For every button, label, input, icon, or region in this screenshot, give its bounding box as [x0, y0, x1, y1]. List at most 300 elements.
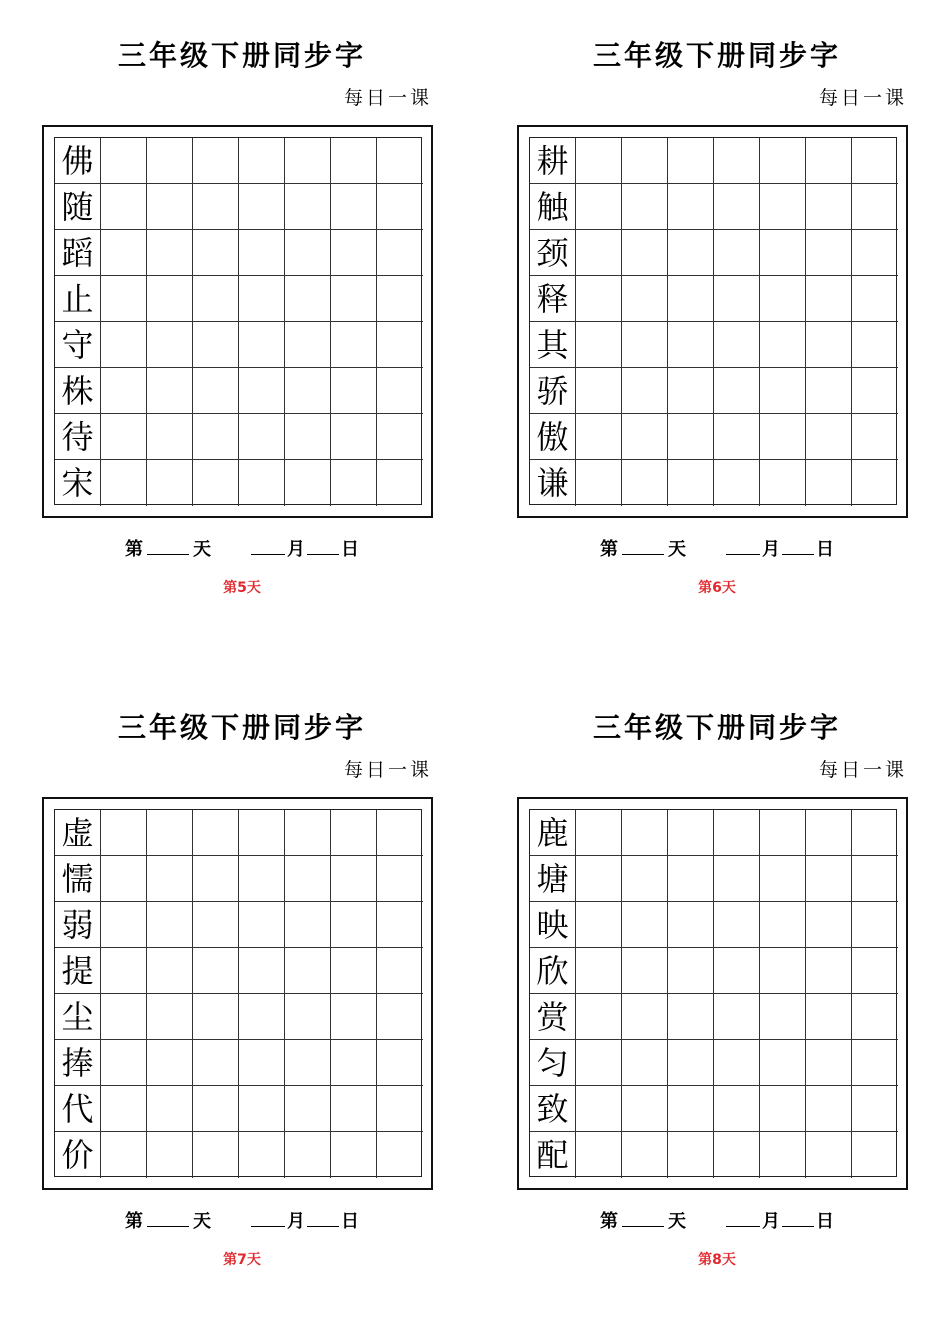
- writing-cell[interactable]: [852, 810, 898, 856]
- month-blank[interactable]: [726, 536, 760, 555]
- writing-cell[interactable]: [377, 230, 423, 276]
- writing-cell[interactable]: [622, 948, 668, 994]
- writing-cell[interactable]: [622, 1040, 668, 1086]
- model-character: 配: [530, 1132, 576, 1178]
- writing-cell[interactable]: [806, 810, 852, 856]
- model-character: 颈: [530, 230, 576, 276]
- writing-cell[interactable]: [147, 1040, 193, 1086]
- writing-cell[interactable]: [806, 948, 852, 994]
- writing-cell[interactable]: [668, 276, 714, 322]
- writing-cell[interactable]: [760, 276, 806, 322]
- writing-cell[interactable]: [331, 368, 377, 414]
- writing-cell[interactable]: [714, 1132, 760, 1178]
- writing-cell[interactable]: [760, 460, 806, 506]
- writing-cell[interactable]: [331, 902, 377, 948]
- writing-cell[interactable]: [331, 414, 377, 460]
- worksheet-day-6: [517, 0, 917, 600]
- writing-cell[interactable]: [285, 1040, 331, 1086]
- writing-cell[interactable]: [331, 230, 377, 276]
- date-unit: 日: [816, 539, 834, 560]
- writing-cell[interactable]: [760, 994, 806, 1040]
- writing-cell[interactable]: [576, 368, 622, 414]
- writing-cell[interactable]: [668, 414, 714, 460]
- writing-cell[interactable]: [285, 184, 331, 230]
- writing-cell[interactable]: [193, 1086, 239, 1132]
- writing-cell[interactable]: [193, 460, 239, 506]
- writing-cell[interactable]: [760, 184, 806, 230]
- writing-cell[interactable]: [285, 810, 331, 856]
- day-label: 第5天: [223, 580, 261, 596]
- writing-cell[interactable]: [239, 322, 285, 368]
- writing-cell[interactable]: [576, 276, 622, 322]
- writing-cell[interactable]: [285, 276, 331, 322]
- writing-cell[interactable]: [622, 322, 668, 368]
- writing-cell[interactable]: [193, 322, 239, 368]
- writing-cell[interactable]: [147, 184, 193, 230]
- writing-cell[interactable]: [668, 902, 714, 948]
- writing-cell[interactable]: [101, 1040, 147, 1086]
- writing-cell[interactable]: [239, 810, 285, 856]
- writing-cell[interactable]: [576, 1086, 622, 1132]
- writing-cell[interactable]: [714, 994, 760, 1040]
- writing-cell[interactable]: [622, 184, 668, 230]
- date-line: [517, 1208, 917, 1235]
- writing-cell[interactable]: [576, 1040, 622, 1086]
- writing-cell[interactable]: [377, 1040, 423, 1086]
- date-blank[interactable]: [782, 536, 814, 555]
- writing-cell[interactable]: [760, 810, 806, 856]
- model-character: 尘: [55, 994, 101, 1040]
- date-prefix: 第: [125, 1211, 143, 1232]
- writing-cell[interactable]: [147, 138, 193, 184]
- date-prefix: 第: [600, 539, 618, 560]
- writing-cell[interactable]: [714, 1040, 760, 1086]
- writing-cell[interactable]: [193, 948, 239, 994]
- writing-cell[interactable]: [147, 276, 193, 322]
- writing-cell[interactable]: [852, 414, 898, 460]
- writing-cell[interactable]: [622, 1132, 668, 1178]
- writing-cell[interactable]: [760, 368, 806, 414]
- writing-cell[interactable]: [101, 276, 147, 322]
- day-label: 第7天: [223, 1252, 261, 1268]
- writing-cell[interactable]: [576, 184, 622, 230]
- writing-cell[interactable]: [101, 368, 147, 414]
- writing-cell[interactable]: [147, 1132, 193, 1178]
- date-unit: 日: [341, 1211, 359, 1232]
- writing-cell[interactable]: [101, 810, 147, 856]
- writing-cell[interactable]: [239, 276, 285, 322]
- practice-frame: [42, 797, 433, 1190]
- writing-cell[interactable]: [852, 994, 898, 1040]
- writing-cell[interactable]: [668, 810, 714, 856]
- model-character: 待: [55, 414, 101, 460]
- writing-cell[interactable]: [806, 276, 852, 322]
- writing-cell[interactable]: [576, 994, 622, 1040]
- writing-cell[interactable]: [852, 276, 898, 322]
- writing-cell[interactable]: [193, 1040, 239, 1086]
- writing-cell[interactable]: [193, 810, 239, 856]
- day-unit: 天: [193, 539, 211, 560]
- writing-cell[interactable]: [760, 902, 806, 948]
- writing-cell[interactable]: [576, 460, 622, 506]
- date-blank[interactable]: [307, 1208, 339, 1227]
- writing-cell[interactable]: [147, 856, 193, 902]
- model-character: 欣: [530, 948, 576, 994]
- worksheet-subtitle: 每日一课: [818, 759, 907, 781]
- writing-cell[interactable]: [806, 1086, 852, 1132]
- writing-cell[interactable]: [622, 230, 668, 276]
- writing-cell[interactable]: [285, 230, 331, 276]
- day-unit: 天: [668, 1211, 686, 1232]
- writing-cell[interactable]: [668, 1086, 714, 1132]
- writing-cell[interactable]: [622, 994, 668, 1040]
- writing-cell[interactable]: [806, 230, 852, 276]
- writing-cell[interactable]: [285, 138, 331, 184]
- writing-cell[interactable]: [101, 322, 147, 368]
- writing-cell[interactable]: [101, 856, 147, 902]
- writing-cell[interactable]: [852, 184, 898, 230]
- writing-cell[interactable]: [806, 1040, 852, 1086]
- writing-cell[interactable]: [714, 1086, 760, 1132]
- writing-cell[interactable]: [806, 856, 852, 902]
- writing-cell[interactable]: [101, 414, 147, 460]
- writing-cell[interactable]: [239, 902, 285, 948]
- writing-cell[interactable]: [147, 414, 193, 460]
- writing-cell[interactable]: [377, 948, 423, 994]
- writing-cell[interactable]: [622, 414, 668, 460]
- writing-cell[interactable]: [760, 138, 806, 184]
- model-character: 谦: [530, 460, 576, 506]
- writing-cell[interactable]: [760, 948, 806, 994]
- model-character: 株: [55, 368, 101, 414]
- date-prefix: 第: [600, 1211, 618, 1232]
- writing-cell[interactable]: [331, 184, 377, 230]
- model-character: 耕: [530, 138, 576, 184]
- date-line: [42, 536, 442, 563]
- writing-cell[interactable]: [576, 856, 622, 902]
- writing-cell[interactable]: [193, 856, 239, 902]
- writing-cell[interactable]: [239, 1132, 285, 1178]
- model-character: 傲: [530, 414, 576, 460]
- writing-cell[interactable]: [239, 1086, 285, 1132]
- writing-cell[interactable]: [331, 856, 377, 902]
- writing-cell[interactable]: [714, 184, 760, 230]
- writing-cell[interactable]: [377, 856, 423, 902]
- writing-cell[interactable]: [806, 460, 852, 506]
- writing-cell[interactable]: [714, 414, 760, 460]
- worksheet-title: 三年级下册同步字: [592, 711, 841, 744]
- worksheet-day-5: [42, 0, 442, 600]
- writing-cell[interactable]: [285, 368, 331, 414]
- writing-cell[interactable]: [193, 902, 239, 948]
- writing-cell[interactable]: [806, 368, 852, 414]
- day-number-blank[interactable]: [622, 1208, 664, 1227]
- model-character: 骄: [530, 368, 576, 414]
- writing-cell[interactable]: [806, 994, 852, 1040]
- writing-cell[interactable]: [147, 994, 193, 1040]
- writing-cell[interactable]: [806, 414, 852, 460]
- writing-cell[interactable]: [101, 138, 147, 184]
- writing-cell[interactable]: [714, 460, 760, 506]
- model-character: 止: [55, 276, 101, 322]
- model-character: 宋: [55, 460, 101, 506]
- writing-cell[interactable]: [668, 460, 714, 506]
- writing-cell[interactable]: [668, 1132, 714, 1178]
- model-character: 赏: [530, 994, 576, 1040]
- writing-cell[interactable]: [285, 994, 331, 1040]
- writing-cell[interactable]: [285, 902, 331, 948]
- writing-cell[interactable]: [852, 948, 898, 994]
- worksheet-title: 三年级下册同步字: [592, 39, 841, 72]
- writing-cell[interactable]: [852, 138, 898, 184]
- writing-cell[interactable]: [285, 460, 331, 506]
- writing-cell[interactable]: [760, 856, 806, 902]
- writing-cell[interactable]: [760, 230, 806, 276]
- writing-cell[interactable]: [852, 1040, 898, 1086]
- writing-cell[interactable]: [331, 1040, 377, 1086]
- worksheet-subtitle: 每日一课: [818, 87, 907, 109]
- writing-cell[interactable]: [331, 138, 377, 184]
- writing-cell[interactable]: [239, 1040, 285, 1086]
- model-character: 价: [55, 1132, 101, 1178]
- month-unit: 月: [287, 1211, 305, 1232]
- writing-cell[interactable]: [852, 230, 898, 276]
- writing-cell[interactable]: [193, 1132, 239, 1178]
- writing-cell[interactable]: [101, 994, 147, 1040]
- writing-cell[interactable]: [331, 322, 377, 368]
- writing-cell[interactable]: [331, 1086, 377, 1132]
- writing-cell[interactable]: [852, 1086, 898, 1132]
- writing-cell[interactable]: [193, 230, 239, 276]
- writing-cell[interactable]: [760, 322, 806, 368]
- writing-cell[interactable]: [576, 1132, 622, 1178]
- day-label: 第6天: [698, 580, 736, 596]
- writing-cell[interactable]: [622, 1086, 668, 1132]
- writing-cell[interactable]: [576, 322, 622, 368]
- writing-cell[interactable]: [101, 184, 147, 230]
- model-character: 捧: [55, 1040, 101, 1086]
- writing-cell[interactable]: [331, 948, 377, 994]
- writing-cell[interactable]: [377, 810, 423, 856]
- writing-cell[interactable]: [147, 902, 193, 948]
- model-character: 佛: [55, 138, 101, 184]
- writing-cell[interactable]: [285, 414, 331, 460]
- writing-cell[interactable]: [622, 856, 668, 902]
- writing-cell[interactable]: [760, 1040, 806, 1086]
- writing-cell[interactable]: [101, 902, 147, 948]
- writing-cell[interactable]: [852, 856, 898, 902]
- writing-cell[interactable]: [760, 1132, 806, 1178]
- practice-frame: [517, 797, 908, 1190]
- writing-cell[interactable]: [668, 322, 714, 368]
- writing-cell[interactable]: [377, 902, 423, 948]
- writing-cell[interactable]: [239, 138, 285, 184]
- worksheet-day-7: [42, 672, 442, 1272]
- writing-cell[interactable]: [285, 948, 331, 994]
- writing-cell[interactable]: [239, 994, 285, 1040]
- writing-cell[interactable]: [714, 856, 760, 902]
- writing-cell[interactable]: [668, 1040, 714, 1086]
- month-blank[interactable]: [726, 1208, 760, 1227]
- writing-cell[interactable]: [193, 994, 239, 1040]
- day-label: 第8天: [698, 1252, 736, 1268]
- writing-cell[interactable]: [239, 414, 285, 460]
- writing-cell[interactable]: [193, 184, 239, 230]
- writing-cell[interactable]: [806, 184, 852, 230]
- month-blank[interactable]: [251, 536, 285, 555]
- model-character: 释: [530, 276, 576, 322]
- model-character: 其: [530, 322, 576, 368]
- writing-cell[interactable]: [806, 1132, 852, 1178]
- writing-cell[interactable]: [101, 1086, 147, 1132]
- writing-cell[interactable]: [852, 1132, 898, 1178]
- writing-cell[interactable]: [285, 1086, 331, 1132]
- writing-cell[interactable]: [852, 322, 898, 368]
- date-blank[interactable]: [307, 536, 339, 555]
- day-unit: 天: [193, 1211, 211, 1232]
- writing-cell[interactable]: [576, 414, 622, 460]
- writing-cell[interactable]: [147, 230, 193, 276]
- day-unit: 天: [668, 539, 686, 560]
- writing-cell[interactable]: [668, 856, 714, 902]
- writing-cell[interactable]: [760, 1086, 806, 1132]
- writing-cell[interactable]: [377, 414, 423, 460]
- writing-cell[interactable]: [331, 1132, 377, 1178]
- writing-cell[interactable]: [147, 368, 193, 414]
- writing-cell[interactable]: [331, 276, 377, 322]
- writing-cell[interactable]: [285, 856, 331, 902]
- writing-cell[interactable]: [806, 138, 852, 184]
- day-number-blank[interactable]: [147, 536, 189, 555]
- writing-cell[interactable]: [714, 230, 760, 276]
- writing-cell[interactable]: [193, 368, 239, 414]
- writing-cell[interactable]: [668, 230, 714, 276]
- writing-cell[interactable]: [668, 948, 714, 994]
- writing-cell[interactable]: [239, 184, 285, 230]
- writing-cell[interactable]: [622, 810, 668, 856]
- writing-cell[interactable]: [714, 902, 760, 948]
- day-number-blank[interactable]: [622, 536, 664, 555]
- practice-grid: [54, 809, 422, 1177]
- writing-cell[interactable]: [622, 276, 668, 322]
- practice-grid: [529, 137, 897, 505]
- practice-frame: [42, 125, 433, 518]
- writing-cell[interactable]: [193, 414, 239, 460]
- writing-cell[interactable]: [193, 276, 239, 322]
- writing-cell[interactable]: [147, 948, 193, 994]
- date-blank[interactable]: [782, 1208, 814, 1227]
- writing-cell[interactable]: [852, 460, 898, 506]
- writing-cell[interactable]: [852, 902, 898, 948]
- writing-cell[interactable]: [101, 460, 147, 506]
- writing-cell[interactable]: [331, 460, 377, 506]
- writing-cell[interactable]: [714, 276, 760, 322]
- worksheet-subtitle: 每日一课: [343, 87, 432, 109]
- writing-cell[interactable]: [806, 322, 852, 368]
- writing-cell[interactable]: [377, 1086, 423, 1132]
- writing-cell[interactable]: [239, 230, 285, 276]
- writing-cell[interactable]: [852, 368, 898, 414]
- writing-cell[interactable]: [239, 460, 285, 506]
- writing-cell[interactable]: [285, 1132, 331, 1178]
- writing-cell[interactable]: [377, 184, 423, 230]
- writing-cell[interactable]: [193, 138, 239, 184]
- writing-cell[interactable]: [101, 948, 147, 994]
- writing-cell[interactable]: [239, 856, 285, 902]
- writing-cell[interactable]: [622, 460, 668, 506]
- writing-cell[interactable]: [714, 138, 760, 184]
- date-line: [517, 536, 917, 563]
- practice-frame: [517, 125, 908, 518]
- writing-cell[interactable]: [714, 322, 760, 368]
- writing-cell[interactable]: [576, 138, 622, 184]
- writing-cell[interactable]: [668, 138, 714, 184]
- month-unit: 月: [762, 1211, 780, 1232]
- writing-cell[interactable]: [377, 138, 423, 184]
- writing-cell[interactable]: [239, 948, 285, 994]
- writing-cell[interactable]: [576, 948, 622, 994]
- writing-cell[interactable]: [714, 948, 760, 994]
- writing-cell[interactable]: [147, 460, 193, 506]
- practice-grid: [529, 809, 897, 1177]
- model-character: 弱: [55, 902, 101, 948]
- writing-cell[interactable]: [377, 322, 423, 368]
- writing-cell[interactable]: [668, 368, 714, 414]
- model-character: 致: [530, 1086, 576, 1132]
- model-character: 提: [55, 948, 101, 994]
- writing-cell[interactable]: [377, 994, 423, 1040]
- writing-cell[interactable]: [806, 902, 852, 948]
- practice-grid: [54, 137, 422, 505]
- writing-cell[interactable]: [622, 368, 668, 414]
- model-character: 随: [55, 184, 101, 230]
- writing-cell[interactable]: [101, 230, 147, 276]
- writing-cell[interactable]: [668, 994, 714, 1040]
- model-character: 映: [530, 902, 576, 948]
- day-number-blank[interactable]: [147, 1208, 189, 1227]
- writing-cell[interactable]: [576, 902, 622, 948]
- writing-cell[interactable]: [622, 902, 668, 948]
- month-blank[interactable]: [251, 1208, 285, 1227]
- writing-cell[interactable]: [576, 230, 622, 276]
- writing-cell[interactable]: [147, 322, 193, 368]
- writing-cell[interactable]: [622, 138, 668, 184]
- writing-cell[interactable]: [714, 810, 760, 856]
- writing-cell[interactable]: [331, 994, 377, 1040]
- writing-cell[interactable]: [147, 810, 193, 856]
- writing-cell[interactable]: [668, 184, 714, 230]
- writing-cell[interactable]: [576, 810, 622, 856]
- worksheet-title: 三年级下册同步字: [117, 39, 366, 72]
- writing-cell[interactable]: [377, 276, 423, 322]
- writing-cell[interactable]: [147, 1086, 193, 1132]
- writing-cell[interactable]: [285, 322, 331, 368]
- writing-cell[interactable]: [377, 368, 423, 414]
- writing-cell[interactable]: [101, 1132, 147, 1178]
- writing-cell[interactable]: [760, 414, 806, 460]
- model-character: 触: [530, 184, 576, 230]
- date-line: [42, 1208, 442, 1235]
- worksheet-title: 三年级下册同步字: [117, 711, 366, 744]
- month-unit: 月: [762, 539, 780, 560]
- model-character: 匀: [530, 1040, 576, 1086]
- writing-cell[interactable]: [714, 368, 760, 414]
- writing-cell[interactable]: [331, 810, 377, 856]
- writing-cell[interactable]: [239, 368, 285, 414]
- writing-cell[interactable]: [377, 460, 423, 506]
- writing-cell[interactable]: [377, 1132, 423, 1178]
- model-character: 代: [55, 1086, 101, 1132]
